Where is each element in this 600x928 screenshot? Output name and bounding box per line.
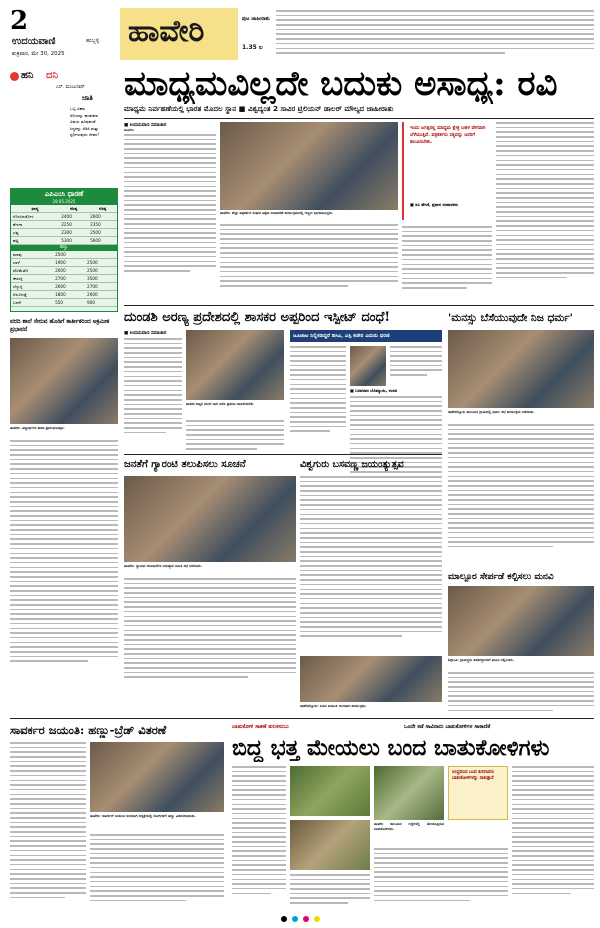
dharma-photo — [448, 330, 594, 408]
section-title-box — [120, 8, 238, 60]
bcm-strip — [290, 330, 442, 342]
main-body-col4 — [496, 122, 594, 294]
main-dateline: ಹಾವೇರಿ: — [124, 128, 135, 132]
divider — [124, 118, 594, 119]
dandi-sub: ಶಾಸಕರ ಆಪ್ತನ ಮೇಲೆ ದಾಳಿ ನಡೆಸಿ ಪ್ರಕರಣ ದಾಖಲಿಸಬೇಕು — [186, 402, 254, 406]
bcm-quote-author: ■ ಬಸವರಾಜ ಬೊಮ್ಮಾಯಿ, ಸಂಸದ — [350, 388, 398, 393]
savarkar-body-col1 — [10, 742, 86, 912]
apmc-title: ಎಪಿಎಂಸಿ ಧಾರಣೆ — [44, 190, 84, 198]
ducks-body-col2 — [512, 766, 594, 912]
dandi-photo — [186, 330, 284, 400]
ducks-kicker: ಬಾತುಕೋಳಿ ಸಾಕಣೆ ಕುಲಕಸುಬು — [232, 724, 289, 730]
paper-name: ಉದಯವಾಣಿ — [12, 36, 56, 47]
registration-marks — [150, 916, 450, 924]
table-row: ಹತ್ತಿ 5300 5600 — [11, 237, 117, 245]
ducks-caption: ಹಾವೇರಿ ತಾಲೂಕಿನ ಗದ್ದೆಗಳಲ್ಲಿ ಮೇಯುತ್ತಿರುವ ಬಾತುಕೋಳಿಗಳು. — [374, 822, 444, 832]
divider — [124, 454, 442, 455]
table-row: ಮಾವು 2500 — [11, 251, 117, 259]
vishva-photo — [300, 656, 442, 702]
color-dot — [292, 916, 298, 922]
main-subhead: ಮಾಧ್ಯಮ ನಿರ್ವಹಣೆಯಲ್ಲಿ ಭಾರತ ಮೊದಲ ಸ್ಥಾನ ■ ವಿಶ್ವದ್ಯಂತ 2 ಸಾವಿರ ಟ್ರಿಲಿಯನ್ ಡಾಲರ್ ಮೌಲ್ಯದ ಜಾಹೀರಾತು — [124, 104, 394, 113]
bcm-portrait — [350, 346, 386, 386]
vishva-body — [300, 476, 442, 652]
masthead-strip-text — [276, 10, 594, 58]
table-row: ಗೋವಿನಜೋಳ 2400 2600 — [11, 213, 117, 221]
ducks-body-col3 — [374, 848, 508, 912]
byline: ■ ಉದಯವಾಣಿ ಸಮಾಚಾರ — [124, 331, 167, 336]
ducks-body-col1 — [232, 766, 286, 912]
main-caption: ಹಾವೇರಿ: ಜಿಲ್ಲಾ ಪತ್ರಕರ್ತರ ಸಂಘದ ಪತ್ರಿಕಾ ದಿನಾಚರಣೆ ಕಾರ್ಯಕ್ರಮದಲ್ಲಿ ಗಣ್ಯರು ಭಾಗವಹಿಸಿದ್ದರು. — [220, 211, 334, 215]
story-headline-dandi: ದುಂಡಶಿ ಅರಣ್ಯ ಪ್ರದೇಶದಲ್ಲಿ ಶಾಸಕರ ಅಪ್ಪರಿಂದ ಇಸ್ಪೀಟ್ ದಂಧೆ! — [124, 310, 391, 325]
table-row: ಬಾಳೆ 1900 2500 — [11, 259, 117, 267]
ducks-photo-1 — [290, 766, 370, 816]
apmc-box — [10, 188, 118, 312]
main-body-col1 — [124, 134, 216, 294]
honey-author: ಎಸ್. ಮಂಜುನಾಥ್ — [56, 85, 85, 90]
story-headline-malpura: ಮಾಲ್ಪೂರ ಸೇರ್ಪಡೆ ಕಲ್ಪಿಸಲು ಮನವಿ — [448, 572, 554, 582]
table-row: ಧಾನ್ಯ ಕನಿಷ್ಠ ಗರಿಷ್ಠ — [11, 205, 117, 213]
main-byline: ■ ಉದಯವಾಣಿ ಸಮಾಚಾರ — [124, 123, 167, 128]
school-headline: ವರದಿ ಶಾಲೆ ಸೇರುವ ಹೊಡಿಗೆ ಕಾರ್ತೀಕರಿಂದ ಆಕ್ರಮೀಕ ಪ್ರಭಾವನೆ — [10, 319, 110, 333]
table-row: ಶೇಂಗಾ 2250 2350 — [11, 221, 117, 229]
table-row: ಈರುಳ್ಳಿ 2700 3500 — [11, 275, 117, 283]
janate-photo — [124, 476, 296, 562]
rate-label: ಪುಟ ಜಾಹೀರಾತು — [242, 16, 270, 22]
divider — [10, 718, 594, 719]
story-headline-dharma: 'ಮನಸ್ಸು ಬೆಸೆಯುವುದೇ ನಿಜ ಧರ್ಮ' — [448, 312, 573, 324]
table-row: ಬೆಳ್ಳುಳ್ಳಿ 2600 2700 — [11, 283, 117, 291]
honey-poem: ಒಬ್ಬ ವಿಕಾಸ ಅನಿಯನ್ನು ಹುಡುಕುವ ವಿಷಯ ತೂಪುವಂತೆ ಸಿದ್ಧರನ್ನು ಅಡಿಸಿ ಮತ್ತು ಸ್ಪರ್ಧಿಸುವುದು ಜೀವನ! — [70, 106, 100, 137]
table-row: ಭತ್ತ 2300 2500 — [11, 229, 117, 237]
color-dot — [314, 916, 320, 922]
malpura-photo — [448, 586, 594, 656]
bcm-body-2 — [390, 346, 442, 386]
janate-caption: ಹಾವೇರಿ: ಗ್ಯಾರಂಟಿ ಯೋಜನೆಗಳ ಅನುಷ್ಠಾನ ಸಮಿತಿ ಸಭೆ ನಡೆಯಿತು. — [124, 564, 202, 568]
story-headline-janate: ಜನತೆಗೆ ಗ್ಯಾರಂಟಿ ತಲುಪಿಸಲು ಸೂಚನೆ — [124, 459, 246, 470]
edition-tag: ಹುಬ್ಬಳ್ಳಿ — [86, 38, 100, 44]
ducks-photo-3 — [374, 766, 444, 820]
rate-value: 1.35 ಲ — [242, 44, 263, 51]
savarkar-photo — [90, 742, 224, 812]
apmc-subtitle: ಹಣ್ಣು — [11, 245, 117, 251]
honey-brand — [10, 70, 118, 180]
color-dot — [281, 916, 287, 922]
apmc-date: 28.05.2025 — [52, 199, 76, 204]
dharma-body — [448, 424, 594, 566]
apmc-table-2 — [11, 251, 117, 307]
dandi-body-col1 — [124, 338, 182, 448]
savarkar-caption: ಹಾವೇರಿ: ಸಾವರ್ಕರ್ ಜಯಂತಿ ಅಂಗವಾಗಿ ಆಸ್ಪತ್ರೆಯಲ್ಲಿ ರೋಗಿಗಳಿಗೆ ಹಣ್ಣು ವಿತರಿಸಲಾಯಿತು. — [90, 814, 196, 818]
story-headline-ducks: ಬಿದ್ದ ಭತ್ತ ಮೇಯಲು ಬಂದ ಬಾತುಕೋಳಿಗಳು — [232, 735, 550, 761]
vishva-caption: ರಾಣೇಬೆನ್ನೂರು: ಬಸವ ಜಯಂತಿ ಅಂಗವಾಗಿ ಕಾರ್ಯಕ್ರಮ. — [300, 704, 367, 708]
quote-author: ■ ರವಿ ಹೆಗಡೆ, ಪ್ರಧಾನ ಸಂಪಾದಕರು — [410, 202, 458, 207]
divider — [124, 305, 594, 306]
school-body — [10, 440, 118, 688]
ducks-photo-2 — [290, 820, 370, 870]
dharma-caption: ರಾಣೇಬೆನ್ನೂರು ತಾಲೂಕಿನ ಗ್ರಾಮದಲ್ಲಿ ಧರ್ಮ ಸಭೆ ಕಾರ್ಯಕ್ರಮ ನಡೆಯಿತು. — [448, 410, 535, 414]
table-row: ಬದನೆ 550 900 — [11, 299, 117, 307]
pull-quote-box — [402, 122, 492, 220]
school-photo — [10, 338, 118, 424]
ducks-box — [448, 766, 508, 820]
ducks-body-col4 — [290, 874, 370, 912]
ducks-kicker-2: ಒಂದೇ ಕಡೆ ಸಾವಿರಾರು ಬಾತುಕೋಳಿಗಳ ಸಾಕಾಣಿಕೆ — [404, 724, 491, 730]
story-headline-savarkar: ಸಾವರ್ಕರ ಜಯಂತಿ: ಹಣ್ಣು-ಬ್ರೆಡ್ ವಿತರಣೆ — [10, 723, 167, 737]
honey-logo-part1: ಹನಿ — [21, 70, 34, 81]
apmc-table — [11, 205, 117, 245]
apmc-title-bar — [11, 189, 117, 205]
table-row: ಆಲೂಗಡ್ಡೆ 1800 2600 — [11, 291, 117, 299]
masthead — [8, 8, 596, 66]
ducks-box-text: ಆಂಧ್ರದಿಂದ ಬಂದ ಕುರಿಗಾರರು ಬಾತುಕೋಳಿಗಳನ್ನು ಸಾಕುತ್ತಾರೆ — [452, 770, 494, 781]
main-headline: ಮಾಧ್ಯಮವಿಲ್ಲದೇ ಬದುಕು ಅಸಾಧ್ಯ: ರವಿ — [124, 64, 558, 104]
malpura-body — [448, 672, 594, 718]
main-photo — [220, 122, 398, 210]
honey-heading: ಜಾತಿ — [82, 94, 93, 102]
bcm-body — [290, 346, 346, 446]
date-line: ಶುಕ್ರವಾರ, ಮೇ 30, 2025 — [12, 51, 65, 57]
honey-logo-part2: ದನಿ — [46, 70, 59, 81]
color-dot — [303, 916, 309, 922]
quote-text: ಇಂದು ಜಗತ್ತಿನಲ್ಲಿ ಮಾಧ್ಯಮ ಕ್ಷೇತ್ರ ಬಹಳ ವೇಗವಾಗಿ ಬೆಳೆಯುತ್ತಿದೆ. ಪತ್ರಕರ್ತರು ಸತ್ಯವನ್ನು ಜನರಿಗೆ ತಲುಪಿಸಬೇಕು. — [410, 126, 486, 145]
table-row: ಟೊಮೆಟೊ 2000 2500 — [11, 267, 117, 275]
savarkar-body-col2 — [90, 834, 224, 912]
main-body-col2 — [220, 224, 398, 294]
page-number: 2 — [10, 6, 29, 36]
school-caption: ಹಾವೇರಿ: ವಿದ್ಯಾರ್ಥಿಗಳ ಶಾಲಾ ಪ್ರಾರಂಭೋತ್ಸವ. — [10, 426, 65, 430]
story-headline-vishva: ವಿಶ್ವಗುರು ಬಸವಣ್ಣ ಜಯಂತ್ಯುತ್ಸವ — [300, 459, 404, 470]
janate-body — [124, 578, 296, 688]
malpura-caption: ಶಿಗ್ಗಾಂವಿ: ಗ್ರಾಮಸ್ಥರು ತಹಶೀಲ್ದಾರರಿಗೆ ಮನವಿ ಸಲ್ಲಿಸಿದರು. — [448, 658, 515, 662]
main-body-col3 — [402, 226, 492, 294]
bcm-headline: ಜೂಜಾಟ ನಿಲ್ಲಿಸದಿದ್ದರೆ ಡಿಸಿಎ, ಎಸ್ಪಿ ಕಚೇರಿ ಎದುರು ಧರಣಿ — [293, 333, 390, 339]
honey-icon — [10, 72, 19, 81]
section-title: ಹಾವೇರಿ — [128, 14, 205, 49]
